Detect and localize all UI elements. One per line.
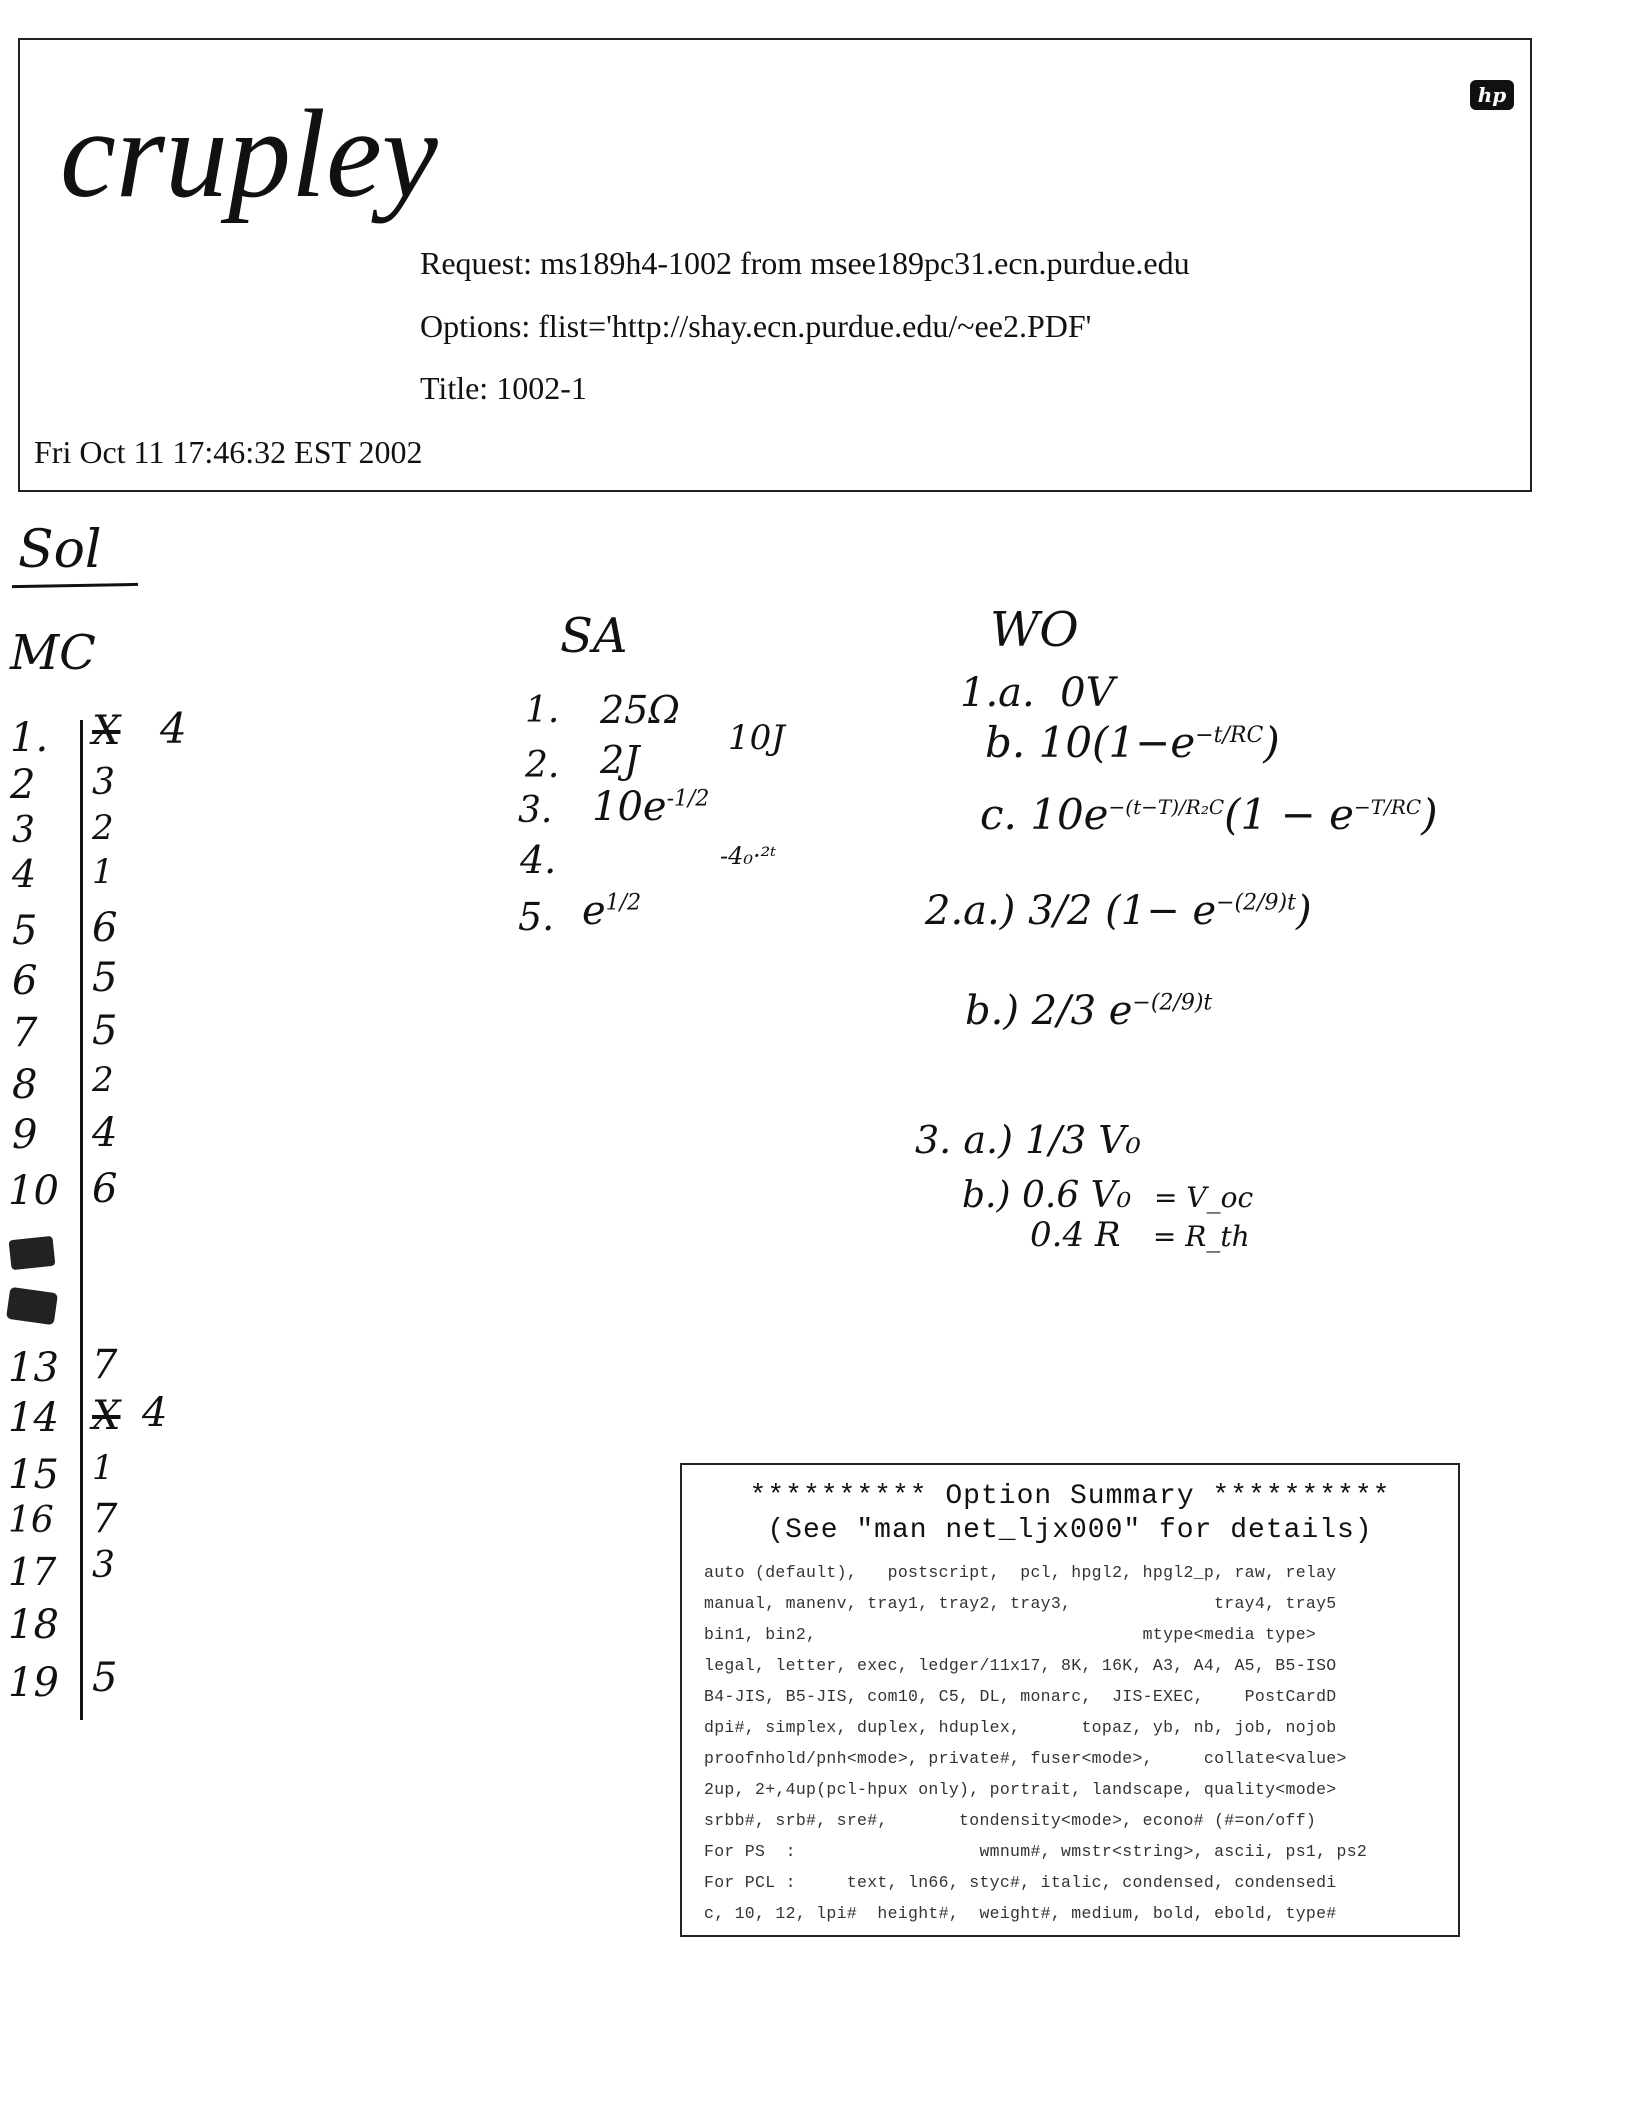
wo-item-expression: 0.4 R (1030, 1215, 1121, 1255)
mc-row-answer: 2 (92, 808, 114, 848)
wo-item-note: = V_oc (1154, 1181, 1254, 1214)
mc-row-answer-crossed: X (92, 1393, 121, 1439)
mc-row-answer: 5 (92, 1655, 118, 1701)
mc-row-answer: 4 (92, 1110, 118, 1156)
wo-item-tail: ) (1263, 718, 1280, 767)
wo-item (962, 1175, 1253, 1216)
banner-user-name: crupley (60, 85, 438, 224)
wo-item-expression: 10e (1030, 790, 1109, 839)
mc-row-number: 2 (10, 762, 36, 808)
wo-item-tail: ) (1295, 888, 1312, 934)
wo-item-label: b. (985, 718, 1026, 767)
sa-item-exponent: -1/2 (666, 786, 710, 812)
wo-item-expression: 1/3 V₀ (1025, 1118, 1141, 1162)
sa-heading: SA (560, 608, 628, 664)
sa-item-answer (582, 888, 641, 934)
print-banner (18, 38, 1532, 492)
wo-item (980, 790, 1438, 839)
option-summary-line: For PS : wmnum#, wmstr<string>, ascii, ps1, ps2 (704, 1842, 1368, 1861)
mc-row-number: 5 (12, 908, 38, 954)
sa-item-exponent: 1/2 (605, 890, 642, 916)
option-summary-line: auto (default), postscript, pcl, hpgl2, hpgl2_p, raw, relay (704, 1563, 1337, 1582)
wo-item (985, 718, 1280, 767)
banner-request-line: Request: ms189h4-1002 from msee189pc31.ecn.purdue.edu (420, 245, 1190, 281)
wo-item-label: 3. a.) (915, 1118, 1013, 1162)
mc-row-number: 8 (12, 1062, 38, 1108)
mc-row-number: 19 (8, 1660, 59, 1706)
sol-underline (12, 583, 138, 588)
banner-date-line: Fri Oct 11 17:46:32 EST 2002 (34, 434, 423, 470)
scribbled-out-mark (6, 1287, 58, 1325)
option-summary-line: 2up, 2+,4up(pcl-hpux only), portrait, landscape, quality<mode> (704, 1780, 1337, 1799)
mc-row-corrected-answer: 4 (160, 704, 187, 753)
mc-row-number: 10 (8, 1168, 59, 1214)
sa-item-extra: 10J (728, 718, 785, 758)
mc-row-answer: 6 (92, 1166, 118, 1212)
wo-item-tail-2: ) (1421, 790, 1438, 839)
mc-row-answer: 5 (92, 955, 118, 1001)
option-summary-line: legal, letter, exec, ledger/11x17, 8K, 16K, A3, A4, A5, B5-ISO (704, 1656, 1337, 1675)
banner-title-line: Title: 1002-1 (420, 370, 587, 406)
option-summary-subheading: (See "man net_ljx000" for details) (767, 1515, 1373, 1546)
wo-heading: WO (990, 602, 1079, 658)
sa-item-number: 3. (518, 790, 553, 831)
sa-item-answer (592, 784, 709, 830)
sa-item-number: 1. (525, 690, 560, 731)
mc-row-number: 14 (8, 1395, 59, 1441)
mc-row-number: 18 (8, 1602, 59, 1648)
mc-row-answer: 3 (92, 762, 115, 803)
wo-item-expression: 0V (1060, 670, 1115, 716)
mc-row-answer: 5 (92, 1008, 118, 1054)
sa-item-answer: 25Ω (600, 688, 680, 732)
wo-item-expression: 10(1−e (1038, 718, 1196, 767)
option-summary-line: dpi#, simplex, duplex, hduplex, topaz, yb, nb, job, nojob (704, 1718, 1337, 1737)
mc-row-number: 15 (8, 1452, 59, 1498)
sa-item-number: 5. (518, 895, 555, 939)
mc-row-answer: 6 (92, 905, 118, 951)
wo-item-note: = R_th (1152, 1220, 1250, 1253)
mc-row-number: 16 (8, 1500, 54, 1541)
wo-item-exponent-2: −T/RC (1354, 795, 1422, 819)
wo-item (925, 888, 1312, 934)
wo-item (915, 1118, 1141, 1162)
wo-item-label: 1.a. (960, 670, 1035, 716)
option-summary-line: manual, manenv, tray1, tray2, tray3, tray4, tray5 (704, 1594, 1337, 1613)
mc-row-corrected-answer: 4 (142, 1390, 168, 1436)
mc-row-answer: 7 (92, 1496, 118, 1542)
wo-item (965, 988, 1212, 1034)
option-summary-box (680, 1463, 1460, 1937)
wo-item-exponent: −t/RC (1195, 723, 1264, 748)
mc-column-divider (80, 720, 83, 1720)
sa-item-number: 4. (520, 838, 557, 882)
option-summary-line: srbb#, srb#, sre#, tondensity<mode>, econo# (#=on/off) (704, 1811, 1317, 1830)
wo-item-exponent: −(2/9)t (1132, 990, 1213, 1016)
wo-item-exponent: −(2/9)t (1216, 890, 1296, 916)
option-summary-heading: ********** Option Summary ********** (749, 1481, 1391, 1512)
sa-item-extra: -4₀·²ᵗ (720, 842, 777, 870)
mc-row-number: 13 (8, 1345, 59, 1391)
sa-item-base: 10e (592, 784, 667, 830)
wo-item-expression: 0.6 V₀ (1022, 1175, 1132, 1216)
mc-row-answer: 1 (92, 1448, 114, 1488)
mc-row-answer: 7 (92, 1342, 118, 1388)
wo-item-expression: 3/2 (1− e (1028, 888, 1217, 934)
wo-item (1030, 1215, 1250, 1255)
option-summary-line: B4-JIS, B5-JIS, com10, C5, DL, monarc, JIS-EXEC, PostCardD (704, 1687, 1337, 1706)
wo-item-label: b.) (962, 1175, 1011, 1216)
option-summary-line: proofnhold/pnh<mode>, private#, fuser<mode>, collate<value> (704, 1749, 1347, 1768)
mc-row-answer-crossed: X (92, 708, 121, 754)
mc-heading: MC (10, 625, 96, 681)
mc-row-answer: 2 (92, 1060, 114, 1100)
sol-heading: Sol (18, 520, 102, 580)
option-summary-line: For PCL : text, ln66, styc#, italic, condensed, condensedi (704, 1873, 1337, 1892)
wo-item-tail: (1 − e (1224, 790, 1355, 839)
mc-row-number: 1. (10, 715, 49, 761)
wo-item-expression: 2/3 e (1031, 988, 1133, 1034)
wo-item (960, 670, 1115, 716)
scribbled-out-mark (9, 1236, 56, 1270)
sa-item-number: 2. (525, 745, 560, 786)
wo-item-label: b.) (965, 988, 1019, 1034)
mc-row-number: 17 (8, 1550, 57, 1594)
wo-item-label: c. (980, 790, 1017, 839)
mc-row-number: 9 (12, 1112, 38, 1158)
hp-logo-icon: hp (1470, 80, 1514, 110)
wo-item-exponent: −(t−T)/R₂C (1108, 795, 1225, 819)
wo-item-label: 2.a.) (925, 888, 1016, 934)
mc-row-number: 6 (12, 958, 38, 1004)
mc-row-answer: 1 (92, 852, 114, 892)
sa-item-base: e (582, 888, 606, 934)
option-summary-line: bin1, bin2, mtype<media type> (704, 1625, 1317, 1644)
option-summary-line: c, 10, 12, lpi# height#, weight#, medium, bold, ebold, type# (704, 1904, 1337, 1923)
sa-item-answer: 2J (600, 738, 640, 782)
mc-row-number: 3 (12, 810, 35, 851)
mc-row-answer: 3 (92, 1545, 115, 1586)
mc-row-number: 4 (12, 852, 37, 896)
mc-row-number: 7 (12, 1010, 38, 1056)
banner-options-line: Options: flist='http://shay.ecn.purdue.edu/~ee2.PDF' (420, 308, 1092, 344)
